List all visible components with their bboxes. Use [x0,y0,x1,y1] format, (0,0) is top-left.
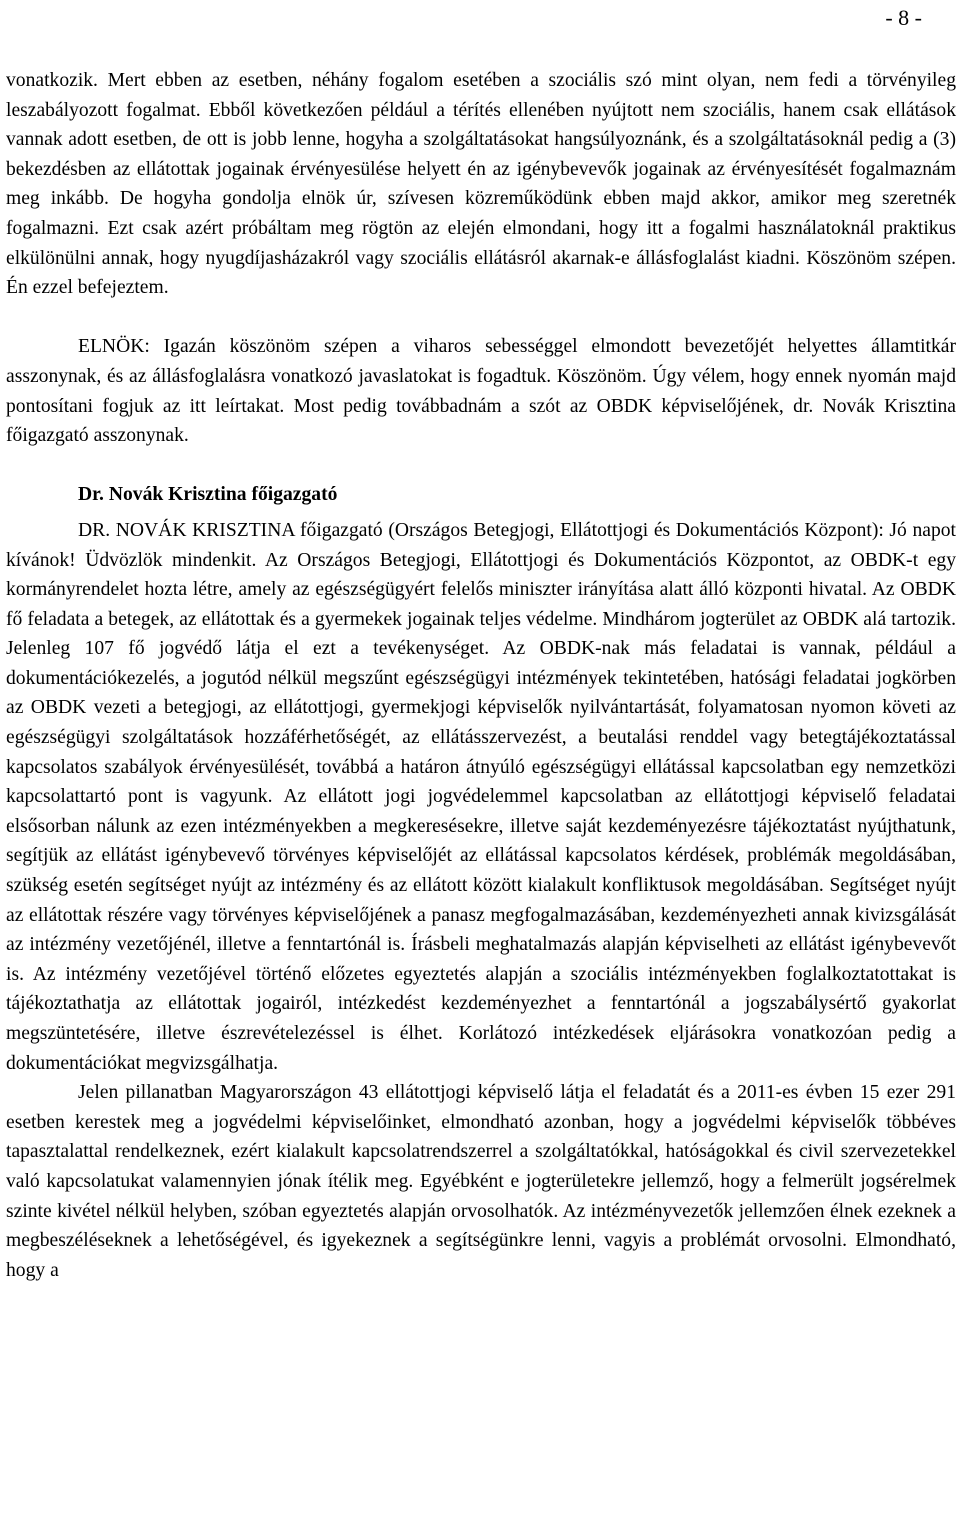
speaker-heading: Dr. Novák Krisztina főigazgató [78,484,338,506]
paragraph-statistics: Jelen pillanatban Magyarországon 43 ellátottjogi képviselő látja el feladatát és a 2011-es évben 15 ezer 291 esetben kerestek meg a jogvédelmi képviselőinket, elmondható azonban, hogy a jogvédelmi képviselők többéves tapasztalattal rendelkeznek, ezért kialakult kapcsolatrendszerrel a szolgáltatókkal, hatóságokkal és civil szervezetekkel való kapcsolatukat valamennyien jónak ítélik meg. Egyébként e jogterületekre jellemző, hogy a felmerült jogsérelmek szinte kivétel nélkül helyben, szóban egyeztetés alapján orvosolhatók. Az intézményvezetők jellemzően élnek ezeknek a megbeszéléseknek a lehetőségével, és igyekeznek a segítségünkre lenni, vagyis a problémát orvosolni. Elmondható, hogy a [6,1082,956,1281]
page-number: - 8 - [885,5,922,30]
paragraph-chair-remarks: ELNÖK: Igazán köszönöm szépen a viharos sebességgel elmondott bevezetőjét helyettes államtitkár asszonynak, és az állásfoglalásra vonatkozó javaslatokat is fogadtuk. Köszönöm. Úgy vélem, hogy ennek nyomán majd pontosítani fogjuk az itt leírtakat. Most pedig továbbadnám a szót az OBDK képviselőjének, dr. Novák Krisztina főigazgató asszonynak. [6,336,956,447]
document-body [6,66,956,1285]
paragraph-speaker-statement: DR. NOVÁK KRISZTINA főigazgató (Országos Betegjogi, Ellátottjogi és Dokumentációs Központ): Jó napot kívánok! Üdvözlök mindenkit. Az Országos Betegjogi, Ellátottjogi és Dokumentációs Központot, az OBDK-t egy kormányrendelet hozta létre, amely az egészségügyért felelős miniszter irányítása alatt álló központi hivatal. Az OBDK fő feladata a betegek, az ellátottak és a gyermekek jogainak teljes védelme. Mindhárom jogterület az OBDK alá tartozik. Jelenleg 107 fő jogvédő látja el ezt a tevékenységet. Az OBDK-nak más feladatai is vannak, például a dokumentációkezelés, a jogutód nélkül megszűnt egészségügyi intézmények tekintetében, hatósági feladatai jogkörben az OBDK vezeti a betegjogi, az ellátottjogi, gyermekjogi képviselők nyilvántartását, folyamatosan nyomon követi az egészségügyi szolgáltatások hozzáférhetőségét, az ellátásszervezést, a beutalási renddel vagy betegtájékoztatással kapcsolatos szabályok érvényesülését, továbbá a határon átnyúló egészségügyi ellátással kapcsolatban egy nemzetközi kapcsolattartó pont is vagyunk. Az ellátott jogi jogvédelemmel kapcsolatban az ellátottjogi képviselő feladatai elsősorban nálunk az ezen intézményekben a megkeresésekre, illetve saját kezdeményezésre tájékoztatást nyújthatunk, segítjük az ellátást igénybevevő törvényes képviselőjét az ellátással kapcsolatos kérdések, problémák megoldásában, szükség esetén segítséget nyújt az intézmény és az ellátott között kialakult konfliktusok megoldásában. Segítséget nyújt az ellátottak részére vagy törvényes képviselőjének a panasz megfogalmazásában, kezdeményezheti annak kivizsgálását az intézmény vezetőjénél, illetve a fenntartónál is. Írásbeli meghatalmazás alapján képviselheti az ellátást igénybevevőt is. Az intézmény vezetőjével történő előzetes egyeztetés alapján a szociális intézményekben foglalkoztatottakat is tájékoztathatja az ellátottak jogairól, intézkedést kezdeményezhet a fenntartónál a jogszabálysértő gyakorlat megszüntetésére, illetve észrevételezéssel is élhet. Korlátozó intézkedések eljárásokra vonatkozóan pedig a dokumentációkat megvizsgálhatja. [6,519,956,1074]
paragraph-continuation: vonatkozik. Mert ebben az esetben, néhány fogalom esetében a szociális szó mint olyan, nem fedi a törvényileg leszabályozott fogalmat. Ebből következően például a térítés ellenében nyújtott nem szociális, hanem csak ellátások vannak adott esetben, de ott is jobb lenne, hogyha a szolgáltatásokat hangsúlyoznánk, és a szolgáltatásoknál pedig a (3) bekezdésben az ellátottak jogainak érvényesülése helyett én az igénybevevők jogainak az érvényesítését fogalmaznám meg inkább. De hogyha gondolja elnök úr, szívesen közreműködünk ebben majd akkor, amikor meg szeretnék fogalmazni. Ezt csak azért próbáltam meg rögtön az elején elmondani, hogy itt a fogalmi használatoknál praktikus elkülönülni annak, hogy nyugdíjasházakról vagy szociális ellátásról akarnak-e állásfoglalást kiadni. Köszönöm szépen. Én ezzel befejeztem. [6,70,956,299]
